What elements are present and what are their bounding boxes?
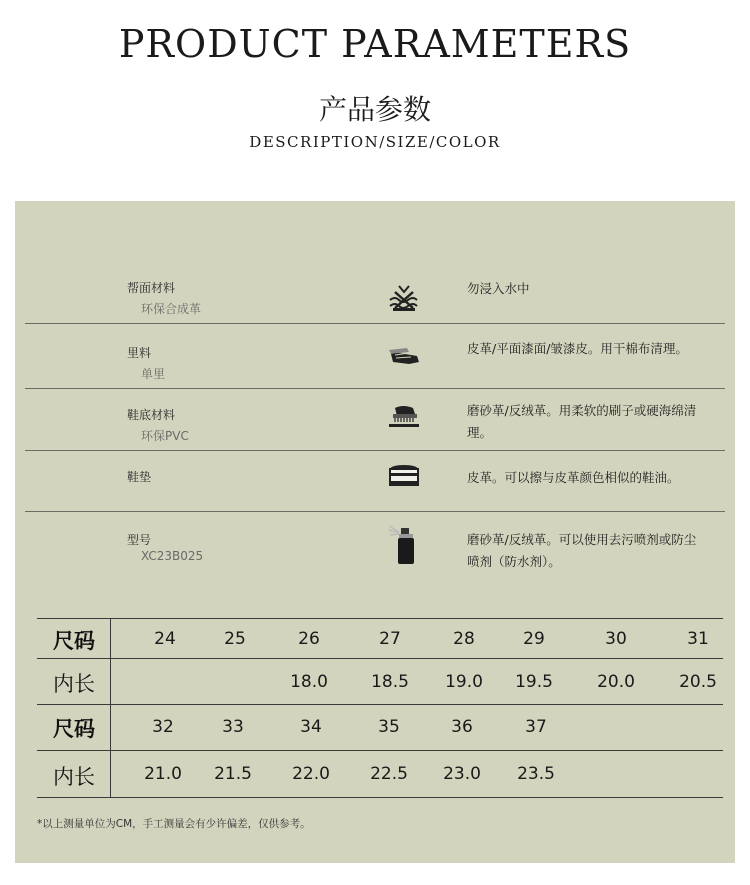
page-title-en: PRODUCT PARAMETERS — [118, 22, 632, 66]
size-cell: 25 — [224, 629, 246, 649]
size-cell: 36 — [451, 717, 473, 737]
care-instruction: 勿浸入水中 — [467, 281, 530, 296]
table-rule — [37, 750, 723, 751]
size-cell: 34 — [300, 717, 322, 737]
size-cell: 35 — [378, 717, 400, 737]
length-cell: 23.0 — [443, 764, 481, 784]
table-rule — [37, 658, 723, 659]
param-value: 环保PVC — [141, 429, 189, 443]
param-label: 鞋底材料 — [127, 408, 176, 422]
param-value: 环保合成革 — [141, 302, 202, 316]
size-row-header: 尺码 — [53, 629, 95, 653]
param-label: 型号 — [127, 533, 152, 547]
length-cell: 20.5 — [679, 672, 717, 692]
divider — [25, 450, 725, 451]
param-value: XC23B025 — [141, 549, 204, 563]
spray-can-icon — [387, 522, 421, 566]
size-cell: 28 — [453, 629, 475, 649]
length-cell: 23.5 — [517, 764, 555, 784]
shoe-polish-tin-icon — [387, 463, 421, 497]
length-cell: 21.0 — [144, 764, 182, 784]
parameters-panel — [15, 201, 735, 863]
divider — [25, 323, 725, 324]
size-cell: 37 — [525, 717, 547, 737]
param-label: 里料 — [127, 346, 152, 360]
care-instruction: 磨砂革/反绒革。可以使用去污喷剂或防尘喷剂（防水剂）。 — [467, 532, 697, 569]
size-row-header: 尺码 — [53, 717, 95, 741]
length-cell: 18.0 — [290, 672, 328, 692]
size-cell: 24 — [154, 629, 176, 649]
param-label: 鞋垫 — [127, 470, 152, 484]
care-instruction: 皮革。可以擦与皮革颜色相似的鞋油。 — [467, 470, 680, 485]
length-cell: 19.5 — [515, 672, 553, 692]
table-rule — [37, 797, 723, 798]
param-label: 帮面材料 — [127, 281, 176, 295]
length-cell: 21.5 — [214, 764, 252, 784]
size-cell: 26 — [298, 629, 320, 649]
divider — [25, 388, 725, 389]
table-rule — [37, 704, 723, 705]
param-value: 单里 — [141, 367, 166, 381]
length-row-header: 内长 — [53, 765, 95, 789]
divider — [25, 511, 725, 512]
length-cell: 20.0 — [597, 672, 635, 692]
size-cell: 31 — [687, 629, 709, 649]
footnote: *以上测量单位为CM，手工测量会有少许偏差，仅供参考。 — [37, 818, 311, 830]
size-cell: 32 — [152, 717, 174, 737]
cloth-wipe-icon — [387, 342, 421, 376]
size-cell: 27 — [379, 629, 401, 649]
page-subtitle: DESCRIPTION/SIZE/COLOR — [249, 133, 501, 151]
length-cell: 22.0 — [292, 764, 330, 784]
length-cell: 22.5 — [370, 764, 408, 784]
size-cell: 29 — [523, 629, 545, 649]
length-cell: 19.0 — [445, 672, 483, 692]
length-row-header: 内长 — [53, 672, 95, 696]
care-instruction: 皮革/平面漆面/皱漆皮。用干棉布清理。 — [467, 341, 688, 356]
size-cell: 33 — [222, 717, 244, 737]
length-cell: 18.5 — [371, 672, 409, 692]
care-instruction: 磨砂革/反绒革。用柔软的刷子或硬海绵清理。 — [467, 403, 697, 440]
page-title-cn: 产品参数 — [318, 93, 431, 126]
brush-icon — [387, 402, 421, 436]
table-rule — [37, 618, 723, 619]
no-immerse-water-icon — [387, 282, 421, 316]
size-cell: 30 — [605, 629, 627, 649]
